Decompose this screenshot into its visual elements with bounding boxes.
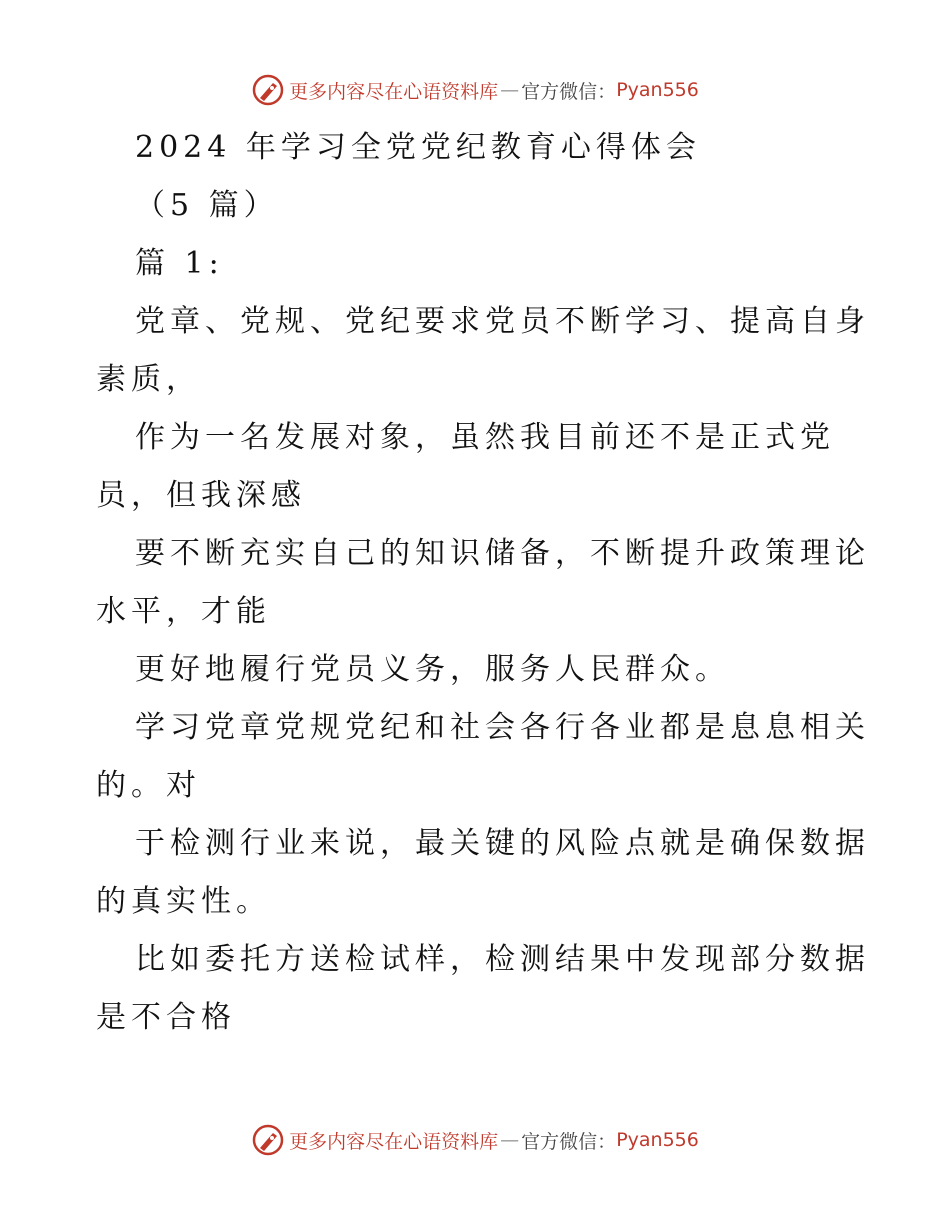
watermark-separator: — [500,1129,520,1151]
paragraph-line: 的真实性。 [96,884,271,919]
paragraph-line: 的。对 [96,768,201,803]
document-subtitle: （5 篇） [135,188,279,223]
watermark-wechat-id: Pyan556 [616,79,699,101]
paragraph-line: 水平，才能 [96,594,271,629]
watermark-text: 更多内容尽在心语资料库 [289,1130,499,1153]
watermark-header [0,70,950,110]
paragraph-line: 更好地履行党员义务，服务人民群众。 [135,652,730,687]
pen-nib-circle-icon [251,73,285,107]
paragraph-line: 素质， [96,362,201,397]
watermark-wechat-id: Pyan556 [616,1129,699,1151]
paragraph-line: 作为一名发展对象，虽然我目前还不是正式党 [135,420,835,455]
watermark-text: 更多内容尽在心语资料库 [289,80,499,103]
section-heading: 篇 1: [135,246,224,281]
pen-nib-circle-icon [251,1123,285,1157]
paragraph-line: 比如委托方送检试样，检测结果中发现部分数据 [135,942,870,977]
paragraph-line: 党章、党规、党纪要求党员不断学习、提高自身 [135,304,870,339]
paragraph-line: 于检测行业来说，最关键的风险点就是确保数据 [135,826,870,861]
paragraph-line: 学习党章党规党纪和社会各行各业都是息息相关 [135,710,870,745]
watermark-separator: — [500,79,520,101]
document-title: 2024 年学习全党党纪教育心得体会 [135,130,701,165]
watermark-footer [0,1120,950,1160]
paragraph-line: 员，但我深感 [96,478,306,513]
paragraph-line: 要不断充实自己的知识储备，不断提升政策理论 [135,536,870,571]
watermark-label: 官方微信： [521,80,617,103]
watermark-label: 官方微信： [521,1130,617,1153]
paragraph-line: 是不合格 [96,1000,236,1035]
